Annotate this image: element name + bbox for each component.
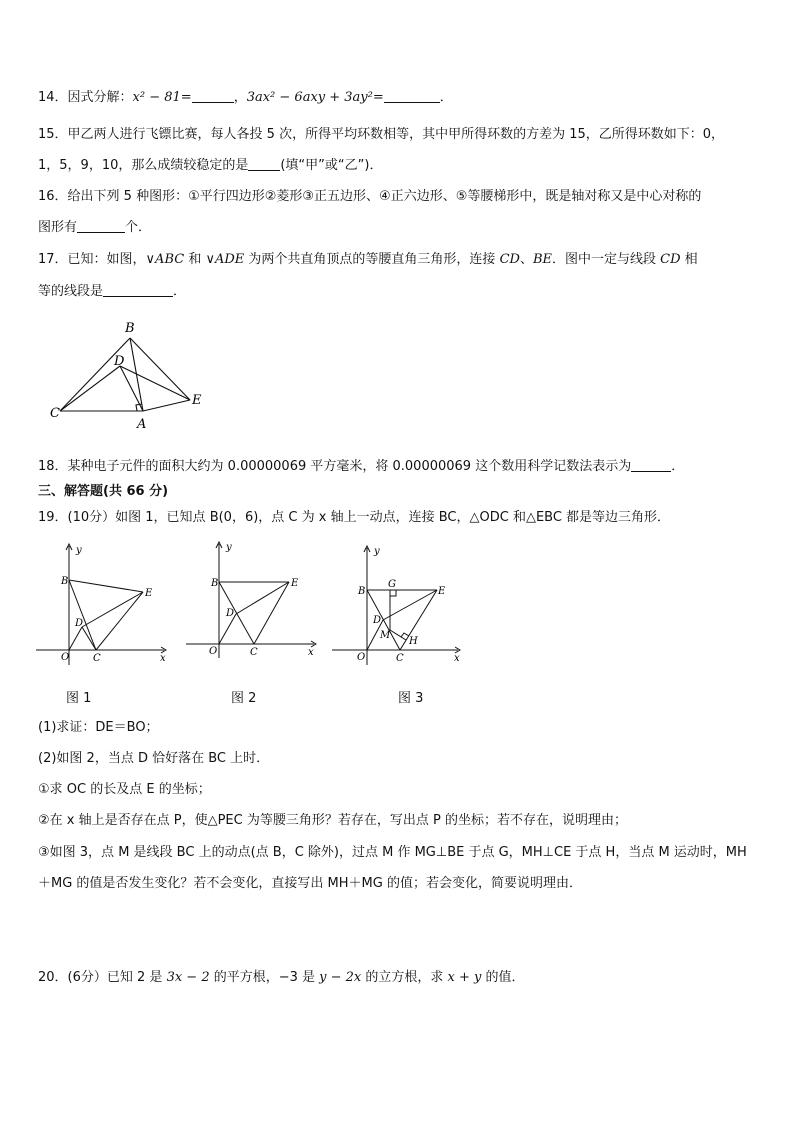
q17-text: 为两个共直角顶点的等腰直角三角形，连接 xyxy=(244,252,500,267)
q16-text: 图形有 xyxy=(38,220,78,235)
q14-answer-blank-2[interactable] xyxy=(384,90,440,103)
q17-figure xyxy=(40,318,220,433)
q18-text: 18．某种电子元件的面积大约为 0.00000069 平方毫米，将 0.00000069 这个数用科学记数法表示为 xyxy=(38,459,632,474)
segment-cb xyxy=(60,338,130,411)
question-14 xyxy=(38,90,453,106)
q19-sub-1: ①求 OC 的长及点 E 的坐标； xyxy=(38,782,211,797)
label-d: D xyxy=(226,608,235,619)
label-d: D xyxy=(114,354,125,369)
q20-text-1: 20．(6分）已知 2 是 xyxy=(38,970,167,985)
label-m: M xyxy=(380,630,391,641)
question-15-line-2 xyxy=(38,158,382,174)
question-15-line-1: 15．甲乙两人进行飞镖比赛，每人各投 5 次，所得平均环数相等，其中甲所得环数的方差为 15，乙所得环数如下：0， xyxy=(38,127,725,142)
fig-1-caption: 图 1 xyxy=(66,691,92,706)
label-y: y xyxy=(226,542,232,553)
q17-answer-blank[interactable] xyxy=(103,284,173,297)
label-b: B xyxy=(211,578,219,589)
q14-period: ． xyxy=(439,90,453,105)
segment-dc xyxy=(82,627,96,650)
segment-ec xyxy=(400,590,437,650)
question-16-line-2 xyxy=(38,220,151,236)
q15-hint: (填“甲”或“乙”)． xyxy=(280,158,383,173)
label-x: x xyxy=(454,653,460,664)
label-g: G xyxy=(388,579,396,590)
question-16-line-1: 16．给出下列 5 种图形：①平行四边形②菱形③正五边形、④正六边形、⑤等腰梯形中，既是轴对称又是中心对称的 xyxy=(38,189,702,204)
fig-2-caption: 图 2 xyxy=(231,691,257,706)
q16-answer-blank[interactable] xyxy=(77,220,125,233)
q19-figure-2 xyxy=(184,536,324,666)
q14-number: 14．因式分解： xyxy=(38,90,133,105)
q17-segment-be: BE xyxy=(532,252,552,267)
label-y: y xyxy=(76,545,82,556)
q19-figure-1 xyxy=(36,540,176,670)
q20-text-3: 的立方根，求 xyxy=(361,970,448,985)
q17-end: ． xyxy=(173,284,187,299)
q14-separator: ， xyxy=(233,90,247,105)
label-c: C xyxy=(250,647,258,658)
label-d: D xyxy=(75,618,84,629)
q20-expression-3: x + y xyxy=(447,970,482,985)
q20-text-2: 的平方根，−3 是 xyxy=(209,970,320,985)
q19-sub-3-line-1: ③如图 3，点 M 是线段 BC 上的动点(点 B，C 除外)，过点 M 作 MG⊥BE 于点 G，MH⊥CE 于点 H，当点 M 运动时，MH xyxy=(38,845,747,860)
segment-ed xyxy=(236,582,289,614)
q19-figure-3 xyxy=(330,540,470,670)
q17-text-4: 等的线段是 xyxy=(38,284,104,299)
q16-end: 个． xyxy=(125,220,152,235)
q17-triangle-abc: ∨ABC xyxy=(145,252,185,267)
label-o: O xyxy=(209,646,218,657)
segment-cd xyxy=(60,366,120,411)
q17-comma: 、 xyxy=(519,252,533,267)
right-angle-mark-g xyxy=(390,590,396,596)
question-17-line-1 xyxy=(38,252,698,268)
q19-part-2: (2)如图 2，当点 D 恰好落在 BC 上时． xyxy=(38,751,270,766)
q14-answer-blank-1[interactable] xyxy=(192,90,234,103)
section-3-title: 三、解答题(共 66 分) xyxy=(38,484,169,499)
label-b: B xyxy=(125,321,135,336)
question-20 xyxy=(38,970,525,986)
label-x: x xyxy=(308,647,314,658)
q20-expression-2: y − 2x xyxy=(319,970,362,985)
label-e: E xyxy=(192,393,202,408)
q17-segment-cd-2: CD xyxy=(660,252,681,267)
label-d: D xyxy=(373,615,382,626)
q17-segment-cd: CD xyxy=(499,252,520,267)
q19-sub-3-line-2: ＋MG 的值是否发生变化？若不会变化，直接写出 MH＋MG 的值；若会变化，简要说明理由． xyxy=(38,876,582,891)
q19-part-1: (1)求证：DE＝BO； xyxy=(38,720,159,735)
segment-ae xyxy=(143,400,190,411)
label-c: C xyxy=(396,653,404,664)
segment-ed xyxy=(383,590,437,620)
fig-3-caption: 图 3 xyxy=(398,691,424,706)
segment-mh xyxy=(390,630,406,640)
q18-answer-blank[interactable] xyxy=(631,459,671,472)
label-b: B xyxy=(61,576,69,587)
segment-bc xyxy=(69,580,96,650)
segment-ed xyxy=(82,592,143,627)
q17-triangle-ade: ∨ADE xyxy=(205,252,245,267)
question-19-intro: 19．(10分）如图 1，已知点 B(0，6)，点 C 为 x 轴上一动点，连接 BC，△ODC 和△EBC 都是等边三角形． xyxy=(38,510,671,525)
label-b: B xyxy=(358,586,366,597)
q17-and: 和 xyxy=(184,252,206,267)
q18-end: ． xyxy=(671,459,685,474)
segment-ec xyxy=(96,592,143,650)
segment-de xyxy=(120,366,190,400)
q17-text-2: ．图中一定与线段 xyxy=(552,252,661,267)
segment-od xyxy=(69,627,82,650)
label-x: x xyxy=(160,653,166,664)
label-c: C xyxy=(93,653,101,664)
segment-ec xyxy=(254,582,289,644)
q15-answer-blank[interactable] xyxy=(248,158,280,171)
q14-expression-1: x² − 81= xyxy=(132,90,192,105)
label-e: E xyxy=(145,588,153,599)
question-17-line-2 xyxy=(38,284,186,300)
label-a: A xyxy=(137,417,147,432)
label-c: C xyxy=(50,406,60,421)
q19-sub-2: ②在 x 轴上是否存在点 P，使△PEC 为等腰三角形？若存在，写出点 P 的坐标；若不存在，说明理由； xyxy=(38,813,627,828)
q20-text-4: 的值． xyxy=(481,970,525,985)
question-18 xyxy=(38,459,684,475)
label-o: O xyxy=(357,652,366,663)
q20-expression-1: 3x − 2 xyxy=(166,970,210,985)
q17-intro: 17．已知：如图， xyxy=(38,252,146,267)
q17-text-3: 相 xyxy=(680,252,698,267)
label-e: E xyxy=(291,578,299,589)
segment-be xyxy=(69,580,143,592)
q14-expression-2: 3ax² − 6axy + 3ay²= xyxy=(246,90,384,105)
label-e: E xyxy=(438,586,446,597)
label-h: H xyxy=(409,636,418,647)
q15-text: 1，5，9，10，那么成绩较稳定的是 xyxy=(38,158,249,173)
label-y: y xyxy=(374,546,380,557)
label-o: O xyxy=(61,652,70,663)
